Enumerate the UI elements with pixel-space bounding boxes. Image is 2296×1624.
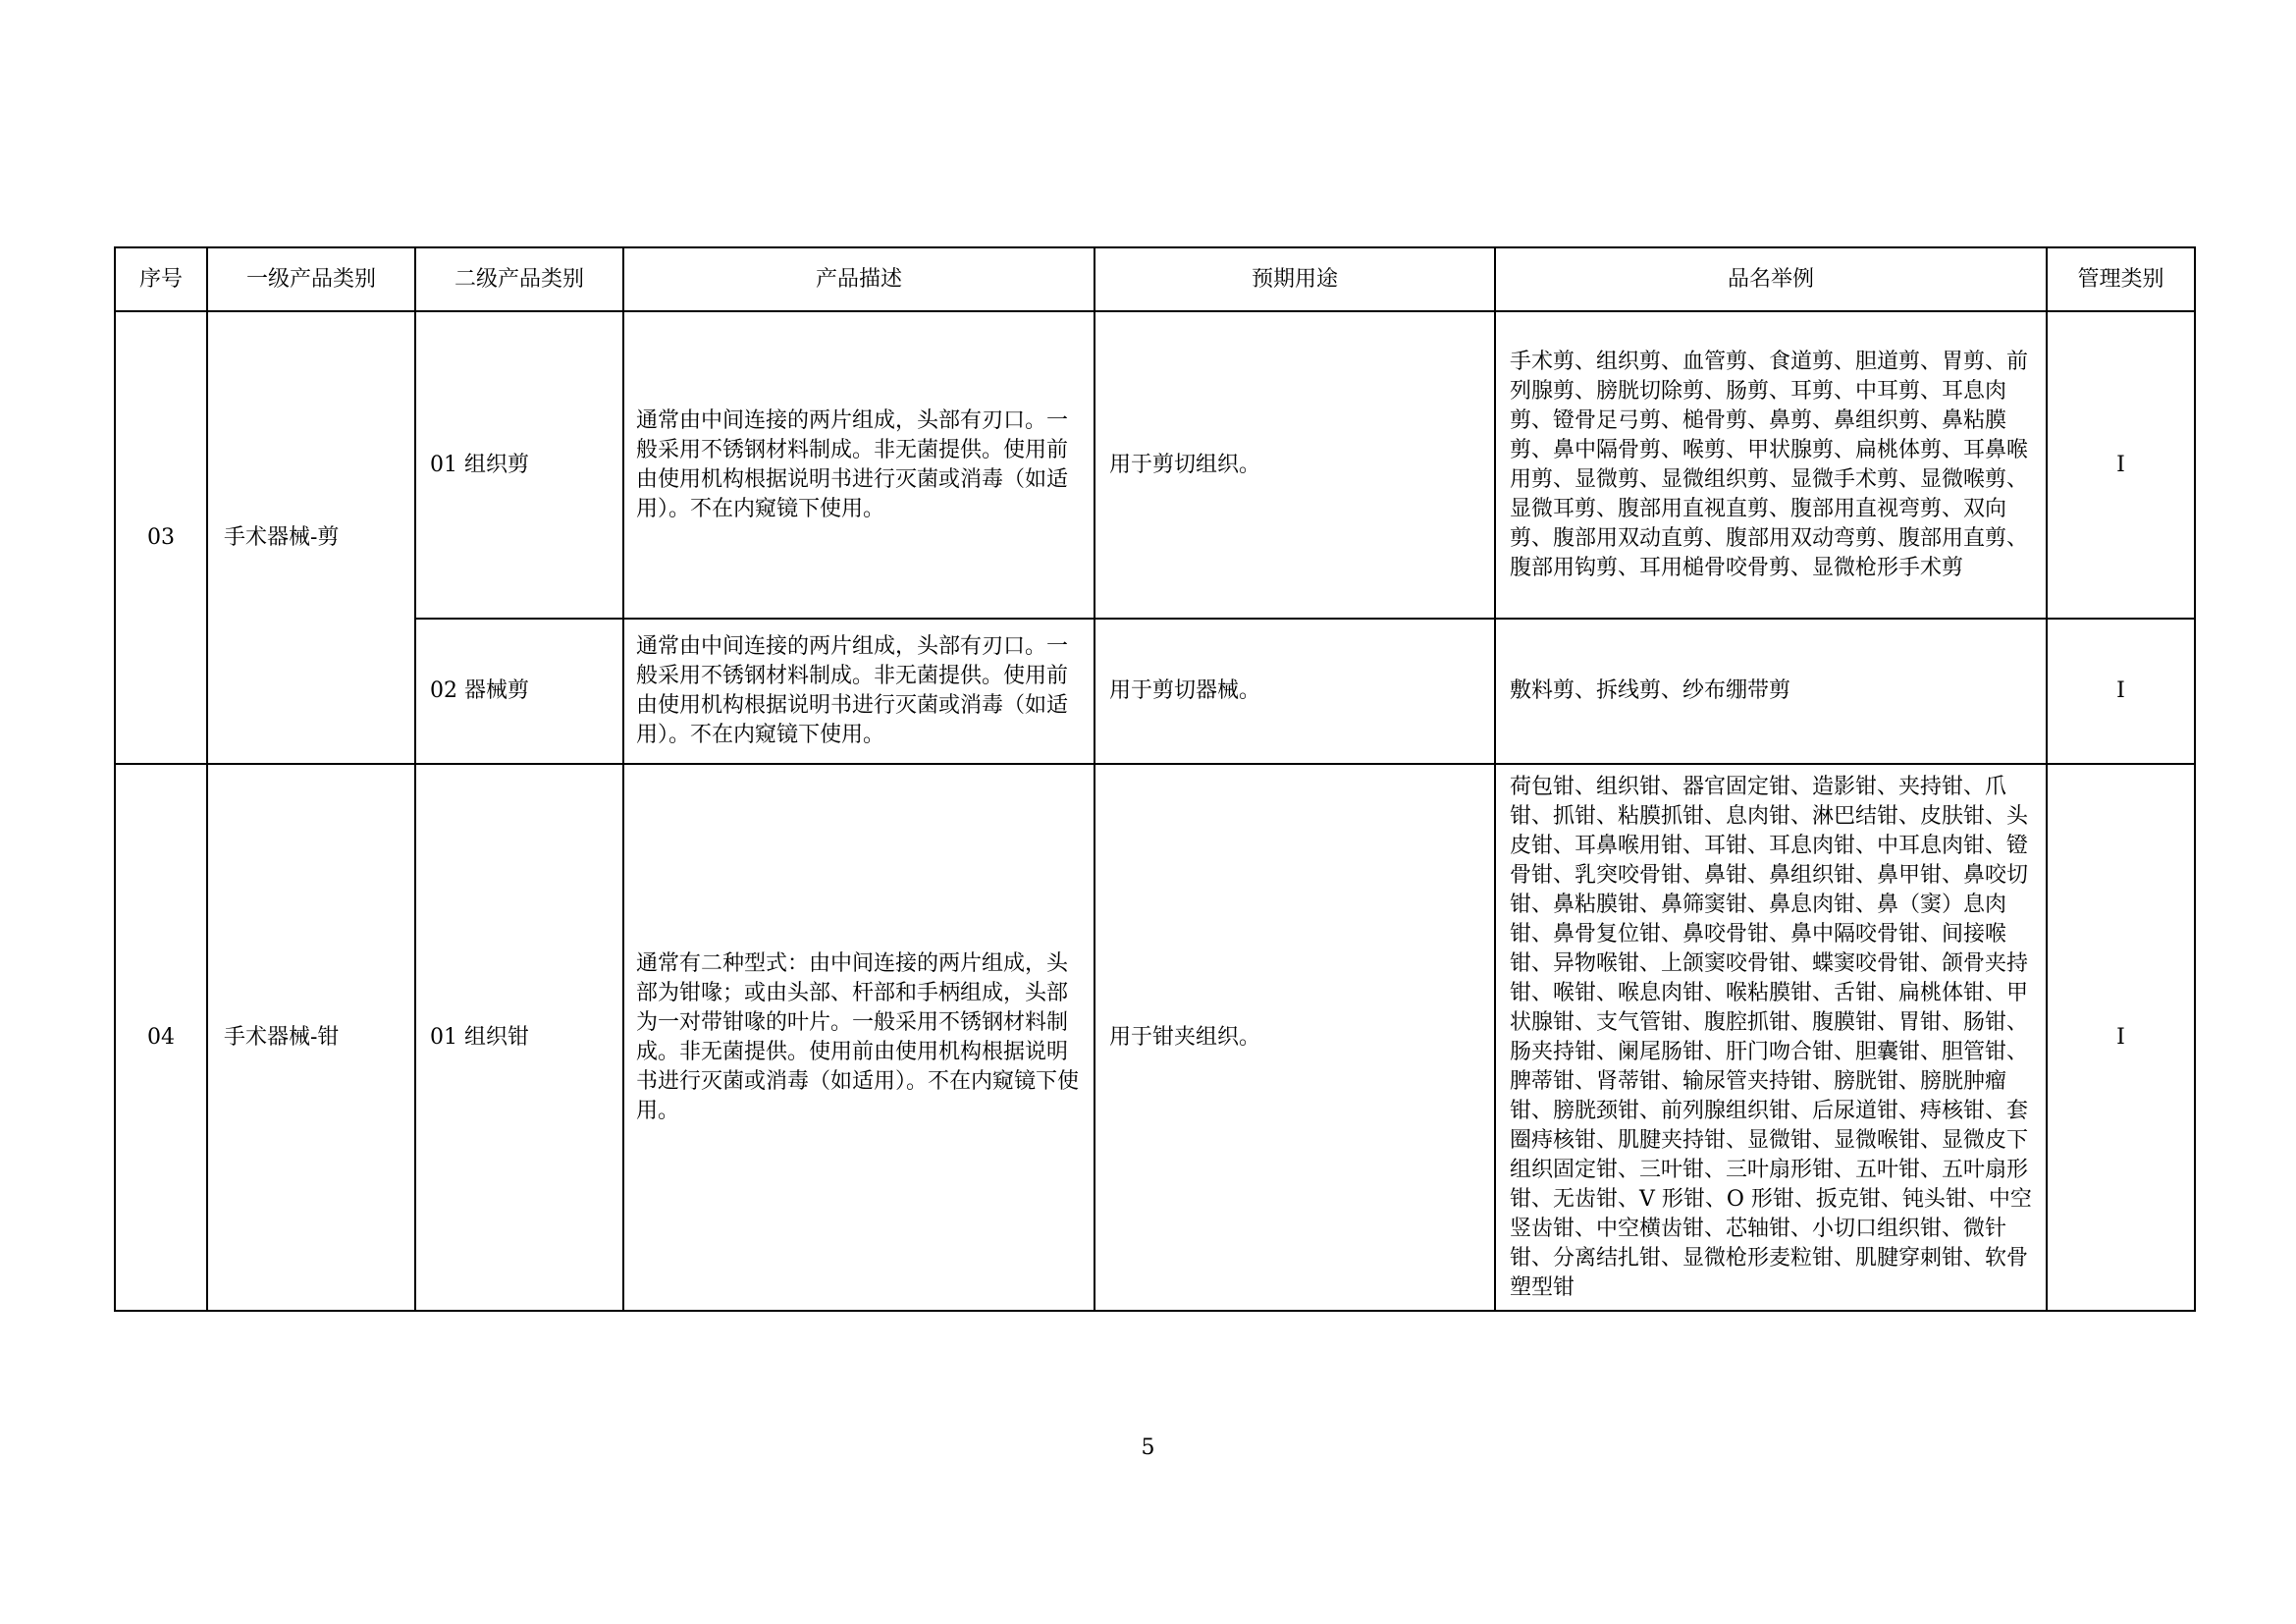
- table-row: [115, 311, 2195, 619]
- header-level2-category: 二级产品类别: [415, 247, 623, 311]
- table-row: [115, 619, 2195, 764]
- page-number: 5: [1141, 1435, 1155, 1460]
- cell-description: 通常有二种型式：由中间连接的两片组成，头部为钳喙；或由头部、杆部和手柄组成，头部为一对带钳喙的叶片。一般采用不锈钢材料制成。非无菌提供。使用前由使用机构根据说明书进行灭菌或消毒（如适用）。不在内窥镜下使用。: [623, 764, 1095, 1311]
- cell-level2-category: 02 器械剪: [415, 619, 623, 764]
- cell-examples: 手术剪、组织剪、血管剪、食道剪、胆道剪、胃剪、前列腺剪、膀胱切除剪、肠剪、耳剪、中耳剪、耳息肉剪、镫骨足弓剪、槌骨剪、鼻剪、鼻组织剪、鼻粘膜剪、鼻中隔骨剪、喉剪、甲状腺剪、扁桃体剪、耳鼻喉用剪、显微剪、显微组织剪、显微手术剪、显微喉剪、显微耳剪、腹部用直视直剪、腹部用直视弯剪、双向剪、腹部用双动直剪、腹部用双动弯剪、腹部用直剪、腹部用钩剪、耳用槌骨咬骨剪、显微枪形手术剪: [1495, 311, 2047, 619]
- cell-management-class: I: [2047, 311, 2195, 619]
- header-description: 产品描述: [623, 247, 1095, 311]
- cell-management-class: I: [2047, 619, 2195, 764]
- cell-seq: 04: [115, 764, 207, 1311]
- cell-seq: 03: [115, 311, 207, 764]
- cell-description: 通常由中间连接的两片组成，头部有刃口。一般采用不锈钢材料制成。非无菌提供。使用前由使用机构根据说明书进行灭菌或消毒（如适用）。不在内窥镜下使用。: [623, 311, 1095, 619]
- cell-description: 通常由中间连接的两片组成，头部有刃口。一般采用不锈钢材料制成。非无菌提供。使用前由使用机构根据说明书进行灭菌或消毒（如适用）。不在内窥镜下使用。: [623, 619, 1095, 764]
- cell-level1-category: 手术器械-钳: [207, 764, 415, 1311]
- table-row: [115, 764, 2195, 1311]
- product-classification-table: [114, 246, 2196, 1312]
- header-examples: 品名举例: [1495, 247, 2047, 311]
- cell-intended-use: 用于钳夹组织。: [1095, 764, 1495, 1311]
- cell-level2-category: 01 组织钳: [415, 764, 623, 1311]
- cell-examples: 敷料剪、拆线剪、纱布绷带剪: [1495, 619, 2047, 764]
- header-intended-use: 预期用途: [1095, 247, 1495, 311]
- header-level1-category: 一级产品类别: [207, 247, 415, 311]
- header-seq: 序号: [115, 247, 207, 311]
- cell-level1-category: 手术器械-剪: [207, 311, 415, 764]
- table-header-row: [115, 247, 2195, 311]
- cell-management-class: I: [2047, 764, 2195, 1311]
- header-management-class: 管理类别: [2047, 247, 2195, 311]
- cell-level2-category: 01 组织剪: [415, 311, 623, 619]
- cell-examples: 荷包钳、组织钳、器官固定钳、造影钳、夹持钳、爪钳、抓钳、粘膜抓钳、息肉钳、淋巴结钳、皮肤钳、头皮钳、耳鼻喉用钳、耳钳、耳息肉钳、中耳息肉钳、镫骨钳、乳突咬骨钳、鼻钳、鼻组织钳、鼻甲钳、鼻咬切钳、鼻粘膜钳、鼻筛窦钳、鼻息肉钳、鼻（窦）息肉钳、鼻骨复位钳、鼻咬骨钳、鼻中隔咬骨钳、间接喉钳、异物喉钳、上颌窦咬骨钳、蝶窦咬骨钳、颌骨夹持钳、喉钳、喉息肉钳、喉粘膜钳、舌钳、扁桃体钳、甲状腺钳、支气管钳、腹腔抓钳、腹膜钳、胃钳、肠钳、肠夹持钳、阑尾肠钳、肝门吻合钳、胆囊钳、胆管钳、脾蒂钳、肾蒂钳、输尿管夹持钳、膀胱钳、膀胱肿瘤钳、膀胱颈钳、前列腺组织钳、后尿道钳、痔核钳、套圈痔核钳、肌腱夹持钳、显微钳、显微喉钳、显微皮下组织固定钳、三叶钳、三叶扇形钳、五叶钳、五叶扇形钳、无齿钳、V 形钳、O 形钳、扳克钳、钝头钳、中空竖齿钳、中空横齿钳、芯轴钳、小切口组织钳、微针钳、分离结扎钳、显微枪形麦粒钳、肌腱穿刺钳、软骨塑型钳: [1495, 764, 2047, 1311]
- cell-intended-use: 用于剪切组织。: [1095, 311, 1495, 619]
- cell-intended-use: 用于剪切器械。: [1095, 619, 1495, 764]
